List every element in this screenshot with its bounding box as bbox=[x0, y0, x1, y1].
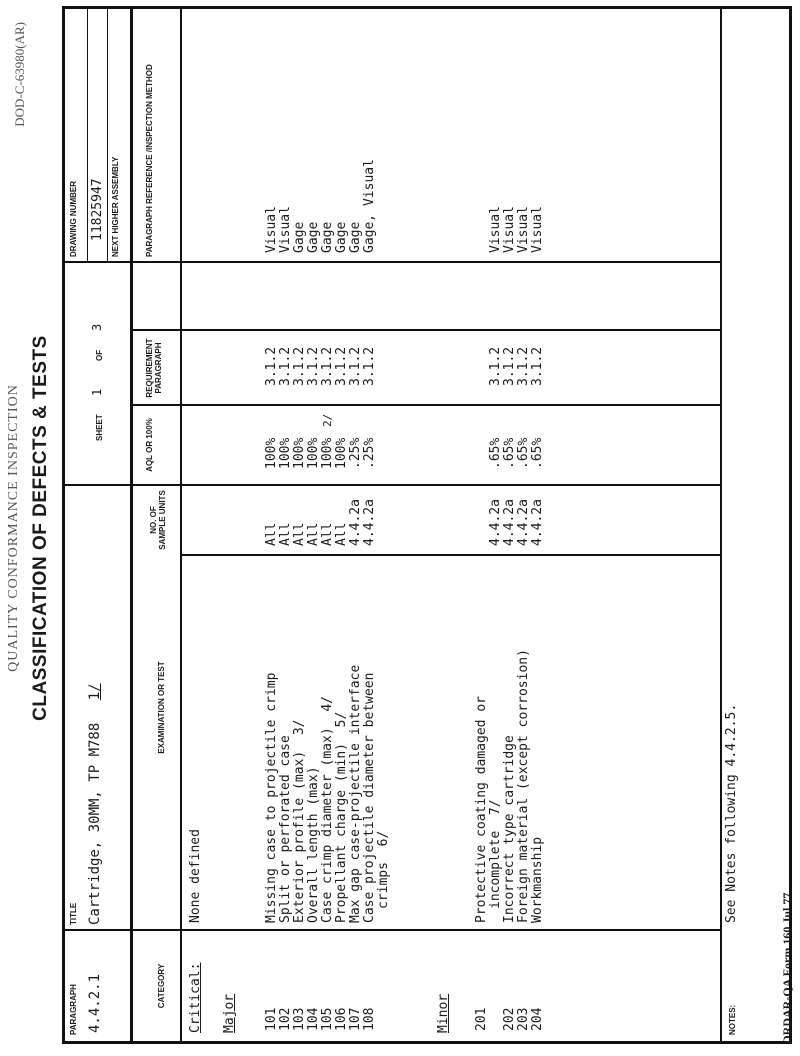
defect-aql: 100% bbox=[306, 437, 321, 469]
defect-reference: Visual bbox=[488, 206, 503, 253]
defect-requirement: 3.1.2 bbox=[320, 346, 335, 386]
defect-number: 108 bbox=[362, 1007, 377, 1031]
defect-requirement: 3.1.2 bbox=[530, 346, 545, 386]
defect-units: 4.4.2a bbox=[488, 499, 503, 546]
drawing-number: 11825947 bbox=[90, 178, 105, 241]
defect-aql: .65% bbox=[488, 437, 503, 469]
defect-reference: Gage bbox=[292, 221, 307, 253]
defect-aql: .65% bbox=[516, 437, 531, 469]
defect-exam: Exterior profile (max) 3/ bbox=[292, 719, 307, 923]
defect-requirement: 3.1.2 bbox=[334, 346, 349, 386]
aql-header: AQL OR 100% bbox=[145, 418, 154, 472]
defect-reference: Visual bbox=[530, 206, 545, 253]
defect-number: 201 bbox=[474, 1007, 489, 1031]
notes-text: See Notes following 4.4.2.5. bbox=[724, 703, 739, 923]
defect-reference: Visual bbox=[264, 206, 279, 253]
defect-units: All bbox=[334, 522, 349, 546]
defect-number: 103 bbox=[292, 1007, 307, 1031]
defect-exam: Foreign material (except corrosion) bbox=[516, 649, 531, 923]
defect-aql: 100% bbox=[264, 437, 279, 469]
defect-requirement: 3.1.2 bbox=[488, 346, 503, 386]
defect-requirement: 3.1.2 bbox=[306, 346, 321, 386]
defect-units: All bbox=[320, 522, 335, 546]
drawing-divider bbox=[87, 9, 88, 263]
defect-units: All bbox=[306, 522, 321, 546]
form-id: DRDAR-QA Form 160 Jul 77 bbox=[780, 892, 794, 1044]
defect-number: 101 bbox=[264, 1007, 279, 1031]
defect-requirement: 3.1.2 bbox=[502, 346, 517, 386]
defect-reference: Gage bbox=[306, 221, 321, 253]
defect-exam: Case projectile diameter between bbox=[362, 672, 377, 923]
reference-header: PARAGRAPH REFERENCE /INSPECTION METHOD bbox=[145, 64, 154, 257]
defect-requirement: 3.1.2 bbox=[264, 346, 279, 386]
title-note: 1/ bbox=[87, 683, 103, 701]
defect-units: 4.4.2a bbox=[530, 499, 545, 546]
title-label: TITLE bbox=[69, 902, 78, 925]
column-header-divider bbox=[180, 9, 182, 1041]
defect-units: All bbox=[278, 522, 293, 546]
defect-aql: 100% bbox=[334, 437, 349, 469]
requirement-header: REQUIREMENT PARAGRAPH bbox=[145, 338, 163, 398]
document-number: DOD-C-63980(AR) bbox=[12, 22, 27, 127]
defect-exam: Case crimp diameter (max) 4/ bbox=[320, 696, 335, 923]
defect-number: 107 bbox=[348, 1007, 363, 1031]
defect-aql: .25% bbox=[348, 437, 363, 469]
top-caption: QUALITY CONFORMANCE INSPECTION bbox=[6, 384, 21, 672]
defect-requirement: 3.1.2 bbox=[278, 346, 293, 386]
defect-number: 105 bbox=[320, 1007, 335, 1031]
defect-exam: Propellant charge (min) 5/ bbox=[334, 711, 349, 923]
sample-units-header: NO. OF SAMPLE UNITS bbox=[149, 490, 167, 550]
defect-number: 102 bbox=[278, 1007, 293, 1031]
critical-category: Critical: bbox=[188, 962, 203, 1033]
notes-divider bbox=[720, 9, 722, 1041]
defect-requirement: 3.1.2 bbox=[516, 346, 531, 386]
defect-units: 4.4.2a bbox=[348, 499, 363, 546]
title-value bbox=[87, 683, 103, 925]
defect-exam: Incorrect type cartridge bbox=[502, 735, 517, 923]
defect-aql: 100% bbox=[292, 437, 307, 469]
reference-divider bbox=[65, 261, 720, 263]
defect-exam: Missing case to projectile crimp bbox=[264, 672, 279, 923]
critical-text: None defined bbox=[188, 829, 203, 923]
defect-reference: Gage bbox=[320, 221, 335, 253]
defect-aql: .65% bbox=[502, 437, 517, 469]
defect-units: All bbox=[264, 522, 279, 546]
header-divider bbox=[130, 9, 133, 1041]
major-category: Major bbox=[222, 993, 237, 1033]
defect-units: 4.4.2a bbox=[516, 499, 531, 546]
defect-number: 106 bbox=[334, 1007, 349, 1031]
assembly-divider bbox=[107, 9, 108, 263]
requirement-divider bbox=[130, 329, 720, 331]
sheet-total: 3 bbox=[90, 323, 104, 331]
defect-exam-continued: incomplete 7/ bbox=[488, 799, 503, 909]
defect-reference: Visual bbox=[516, 206, 531, 253]
defect-exam: Split or perforated case bbox=[278, 735, 293, 923]
minor-category: Minor bbox=[436, 993, 451, 1033]
defect-aql: 100% bbox=[278, 437, 293, 469]
defect-exam: Max gap case-projectile interface bbox=[348, 664, 363, 923]
defect-reference: Visual bbox=[502, 206, 517, 253]
paragraph-label: PARAGRAPH bbox=[69, 984, 78, 1035]
aql-divider bbox=[130, 404, 720, 406]
examination-header: EXAMINATION OR TEST bbox=[157, 661, 166, 754]
defect-number: 203 bbox=[516, 1007, 531, 1031]
defect-reference: Gage bbox=[334, 221, 349, 253]
inspection-form bbox=[62, 6, 792, 1044]
defect-number: 204 bbox=[530, 1007, 545, 1031]
next-higher-assembly-label: NEXT HIGHER ASSEMBLY bbox=[111, 156, 120, 257]
defect-exam: Workmanship bbox=[530, 836, 545, 923]
category-header: CATEGORY bbox=[157, 963, 166, 1009]
aql-footnote: 2/ bbox=[321, 413, 334, 427]
defect-aql: 100% bbox=[320, 437, 335, 469]
defect-number: 202 bbox=[502, 1007, 517, 1031]
defect-reference: Visual bbox=[278, 206, 293, 253]
defect-reference: Gage bbox=[348, 221, 363, 253]
defect-aql: .25% bbox=[362, 437, 377, 469]
defect-units: 4.4.2a bbox=[362, 499, 377, 546]
defect-requirement: 3.1.2 bbox=[362, 346, 377, 386]
defect-exam: Overall length (max) bbox=[306, 766, 321, 923]
defect-aql: .65% bbox=[530, 437, 545, 469]
defect-reference: Gage, Visual bbox=[362, 159, 377, 253]
defect-number: 104 bbox=[306, 1007, 321, 1031]
paragraph-value: 4.4.2.1 bbox=[87, 973, 103, 1033]
defect-exam-continued: crimps 6/ bbox=[376, 830, 391, 909]
defect-units: 4.4.2a bbox=[502, 499, 517, 546]
sheet-number: 1 bbox=[90, 388, 104, 396]
title-text: Cartridge, 30MM, TP M788 bbox=[87, 722, 103, 925]
page-title: CLASSIFICATION OF DEFECTS & TESTS bbox=[30, 335, 51, 721]
exam-divider bbox=[180, 554, 720, 556]
defect-requirement: 3.1.2 bbox=[292, 346, 307, 386]
drawing-number-label: DRAWING NUMBER bbox=[69, 181, 78, 257]
sheet-label: SHEET bbox=[95, 414, 104, 441]
defect-units: All bbox=[292, 522, 307, 546]
defect-requirement: 3.1.2 bbox=[348, 346, 363, 386]
sheet-of-label: OF bbox=[95, 349, 104, 361]
defect-exam: Protective coating damaged or bbox=[474, 696, 489, 923]
notes-label: NOTES: bbox=[728, 1004, 737, 1035]
